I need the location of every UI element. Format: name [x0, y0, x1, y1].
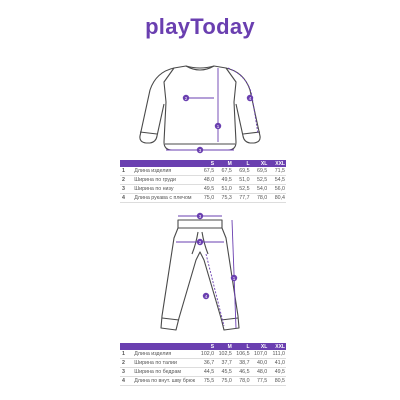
value-cell: 52,5 — [233, 185, 251, 194]
marker-4-label: 4 — [248, 96, 252, 101]
value-cell: 106,5 — [233, 350, 251, 359]
measure-name: Длина по внут. шву брюк — [133, 377, 197, 386]
bottom-size-table — [120, 343, 286, 386]
row-number: 3 — [120, 185, 133, 194]
row-number: 2 — [120, 176, 133, 185]
measure-markers-bottom — [197, 213, 237, 299]
value-cell: 80,5 — [268, 377, 286, 386]
value-cell: 45,5 — [215, 368, 233, 377]
marker-4-label: 4 — [204, 294, 208, 299]
header-size-xxl: XXL — [268, 343, 286, 350]
value-cell: 38,7 — [233, 359, 251, 368]
header-size-l: L — [233, 343, 251, 350]
table-header-row — [120, 343, 286, 350]
header-cell — [120, 160, 133, 167]
value-cell: 51,0 — [233, 176, 251, 185]
marker-1-label: 1 — [232, 276, 236, 281]
table-row — [120, 377, 286, 386]
value-cell: 56,0 — [268, 185, 286, 194]
value-cell: 52,5 — [251, 176, 269, 185]
value-cell: 67,5 — [215, 167, 233, 176]
value-cell: 75,0 — [215, 377, 233, 386]
pants-illustration — [0, 208, 400, 338]
table-row — [120, 176, 286, 185]
header-size-m: M — [215, 343, 233, 350]
row-number: 1 — [120, 350, 133, 359]
marker-3-label: 3 — [198, 214, 202, 219]
top-garment-diagram — [0, 46, 400, 158]
value-cell: 44,5 — [197, 368, 215, 377]
header-size-xl: XL — [251, 343, 269, 350]
marker-2-label: 2 — [198, 240, 202, 245]
brand-logo: playToday — [145, 14, 255, 39]
value-cell: 37,7 — [215, 359, 233, 368]
value-cell: 46,5 — [233, 368, 251, 377]
value-cell: 40,0 — [251, 359, 269, 368]
value-cell: 78,0 — [233, 377, 251, 386]
header-size-xxl: XXL — [268, 160, 286, 167]
marker-3-label: 3 — [198, 148, 202, 153]
value-cell: 77,7 — [233, 194, 251, 203]
value-cell: 49,5 — [268, 368, 286, 377]
value-cell: 49,5 — [215, 176, 233, 185]
table-row — [120, 350, 286, 359]
value-cell: 77,5 — [251, 377, 269, 386]
row-number: 2 — [120, 359, 133, 368]
top-size-table — [120, 160, 286, 203]
header-size-s: S — [197, 343, 215, 350]
header-cell — [133, 343, 197, 350]
value-cell: 107,0 — [251, 350, 269, 359]
header-size-l: L — [233, 160, 251, 167]
value-cell: 36,7 — [197, 359, 215, 368]
measure-name: Длина изделия — [133, 167, 197, 176]
value-cell: 48,0 — [251, 368, 269, 377]
header-size-s: S — [197, 160, 215, 167]
measure-name: Ширина по бедрам — [133, 368, 197, 377]
value-cell: 80,4 — [268, 194, 286, 203]
marker-2-label: 2 — [184, 96, 188, 101]
value-cell: 51,0 — [215, 185, 233, 194]
value-cell: 41,0 — [268, 359, 286, 368]
value-cell: 111,0 — [268, 350, 286, 359]
table-row — [120, 368, 286, 377]
table-row — [120, 185, 286, 194]
marker-1-label: 1 — [216, 124, 220, 129]
shirt-illustration — [0, 46, 400, 158]
header-size-m: M — [215, 160, 233, 167]
value-cell: 48,0 — [197, 176, 215, 185]
value-cell: 102,0 — [197, 350, 215, 359]
bottom-garment-diagram — [0, 208, 400, 338]
table-header-row — [120, 160, 286, 167]
value-cell: 67,5 — [197, 167, 215, 176]
value-cell: 54,0 — [251, 185, 269, 194]
measure-name: Ширина по талии — [133, 359, 197, 368]
value-cell: 78,0 — [251, 194, 269, 203]
row-number: 1 — [120, 167, 133, 176]
measure-name: Ширина по низу — [133, 185, 197, 194]
row-number: 3 — [120, 368, 133, 377]
value-cell: 49,5 — [197, 185, 215, 194]
value-cell: 54,5 — [268, 176, 286, 185]
measure-name: Длина рукава с плечом — [133, 194, 197, 203]
measure-name: Длина изделия — [133, 350, 197, 359]
value-cell: 75,0 — [197, 194, 215, 203]
header-size-xl: XL — [251, 160, 269, 167]
table-row — [120, 194, 286, 203]
value-cell: 75,3 — [215, 194, 233, 203]
header-cell — [120, 343, 133, 350]
measure-name: Ширина по груди — [133, 176, 197, 185]
value-cell: 69,5 — [233, 167, 251, 176]
table-row — [120, 359, 286, 368]
value-cell: 71,5 — [268, 167, 286, 176]
header-cell — [133, 160, 197, 167]
row-number: 4 — [120, 377, 133, 386]
value-cell: 75,5 — [197, 377, 215, 386]
value-cell: 102,5 — [215, 350, 233, 359]
row-number: 4 — [120, 194, 133, 203]
table-row — [120, 167, 286, 176]
value-cell: 69,5 — [251, 167, 269, 176]
